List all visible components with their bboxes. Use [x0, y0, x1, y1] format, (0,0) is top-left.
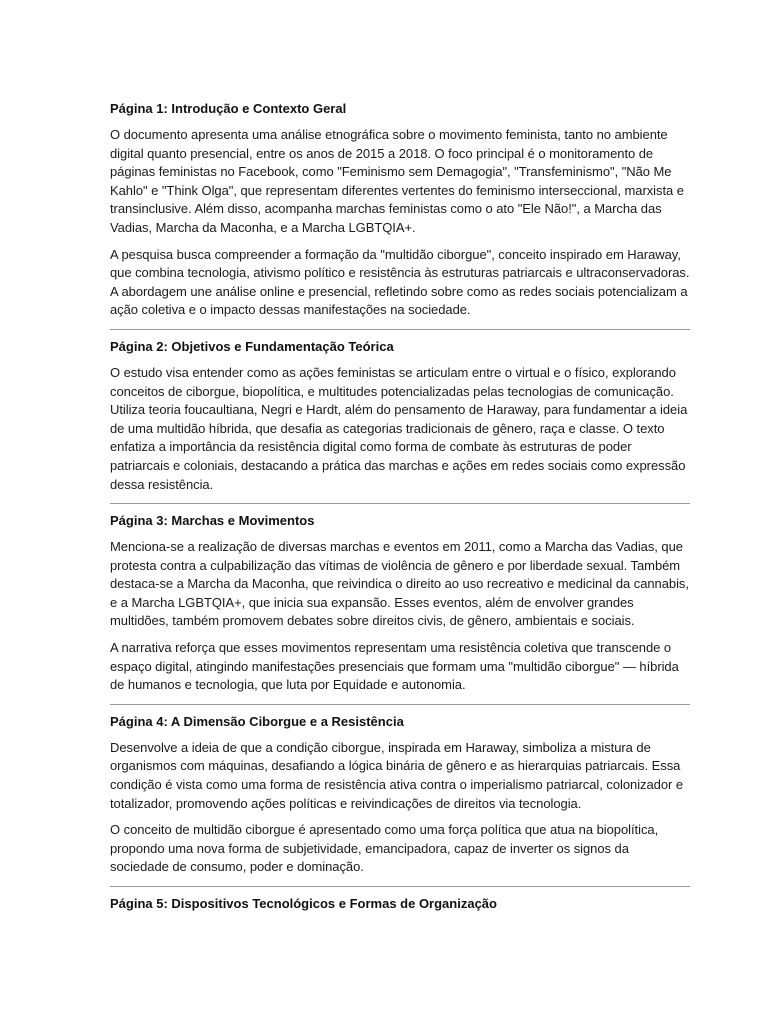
- section-paragraph: O documento apresenta uma análise etnográfica sobre o movimento feminista, tanto no ambiente digital quanto presencial, entre os anos de 2015 a 2018. O foco principal é o monitoramento de páginas feministas no Facebook, como "Feminismo sem Demagogia", "Transfeminismo", "Não Me Kahlo" e "Think Olga", que representam diferentes vertentes do feminismo interseccional, marxista e transinclusive. Além disso, acompanha marchas feministas como o ato "Ele Não!", a Marcha das Vadias, Marcha da Maconha, e a Marcha LGBTQIA+.: [110, 127, 684, 235]
- section-heading: Página 4: A Dimensão Ciborgue e a Resistência: [110, 713, 404, 729]
- section-heading: Página 2: Objetivos e Fundamentação Teórica: [110, 338, 394, 354]
- section-paragraph: O conceito de multidão ciborgue é apresentado como uma força política que atua na biopolítica, propondo uma nova forma de subjetividade, emancipadora, capaz de inverter os signos da sociedade de consumo, poder e dominação.: [110, 822, 659, 875]
- document-content: [110, 100, 690, 921]
- section-page-2: [110, 338, 690, 494]
- section-divider: [110, 704, 690, 705]
- section-page-5: [110, 895, 690, 913]
- section-page-1: [110, 100, 690, 320]
- section-page-3: [110, 512, 690, 695]
- section-paragraph: A pesquisa busca compreender a formação da "multidão ciborgue", conceito inspirado em Haraway, que combina tecnologia, ativismo político e resistência às estruturas patriarcais e ultraconservadoras. A abordagem une análise online e presencial, refletindo sobre como as redes sociais potencializam a ação coletiva e o impacto dessas manifestações na sociedade.: [110, 246, 690, 318]
- section-heading: Página 5: Dispositivos Tecnológicos e Formas de Organização: [110, 896, 497, 911]
- section-paragraph: A narrativa reforça que esses movimentos representam uma resistência coletiva que transcende o espaço digital, atingindo manifestações presenciais que formam uma "multidão ciborgue" — híbrida de humanos e tecnologia, que luta por Equidade e autonomia.: [110, 640, 679, 693]
- section-divider: [110, 886, 690, 887]
- section-page-4: [110, 713, 690, 877]
- section-divider: [110, 329, 690, 330]
- section-paragraph: Desenvolve a ideia de que a condição ciborgue, inspirada em Haraway, simboliza a mistura de organismos com máquinas, desafiando a lógica binária de gênero e as hierarquias patriarcais. Essa condição é vista como uma forma de resistência ativa contra o imperialismo patriarcal, colonizador e totalizador, promovendo ações políticas e reivindicações de direitos via tecnologia.: [110, 739, 684, 811]
- section-paragraph: O estudo visa entender como as ações feministas se articulam entre o virtual e o físico, explorando conceitos de ciborgue, biopolítica, e multitudes potencializadas pelas tecnologias de comunicação. Utiliza teoria foucaultiana, Negri e Hardt, além do pensamento de Haraway, para fundamentar a ideia de uma multidão híbrida, que desafia as categorias tradicionais de gênero, raça e classe. O texto enfatiza a importância da resistência digital como forma de combate às estruturas de poder patriarcais e coloniais, destacando a prática das marchas e ações em redes sociais como expressão dessa resistência.: [110, 364, 688, 492]
- section-heading: Página 3: Marchas e Movimentos: [110, 513, 315, 529]
- section-heading: Página 1: Introdução e Contexto Geral: [110, 101, 347, 116]
- section-divider: [110, 503, 690, 504]
- section-paragraph: Menciona-se a realização de diversas marchas e eventos em 2011, como a Marcha das Vadias, que protesta contra a culpabilização das vítimas de violência de gênero e por liberdade sexual. Também destaca-se a Marcha da Maconha, que reivindica o direito ao uso recreativo e medicinal da cannabis, e a Marcha LGBTQIA+, que inicia sua expansão. Esses eventos, além de envolver grandes multidões, também promovem debates sobre direitos civis, de gênero, ambientais e sociais.: [110, 539, 689, 629]
